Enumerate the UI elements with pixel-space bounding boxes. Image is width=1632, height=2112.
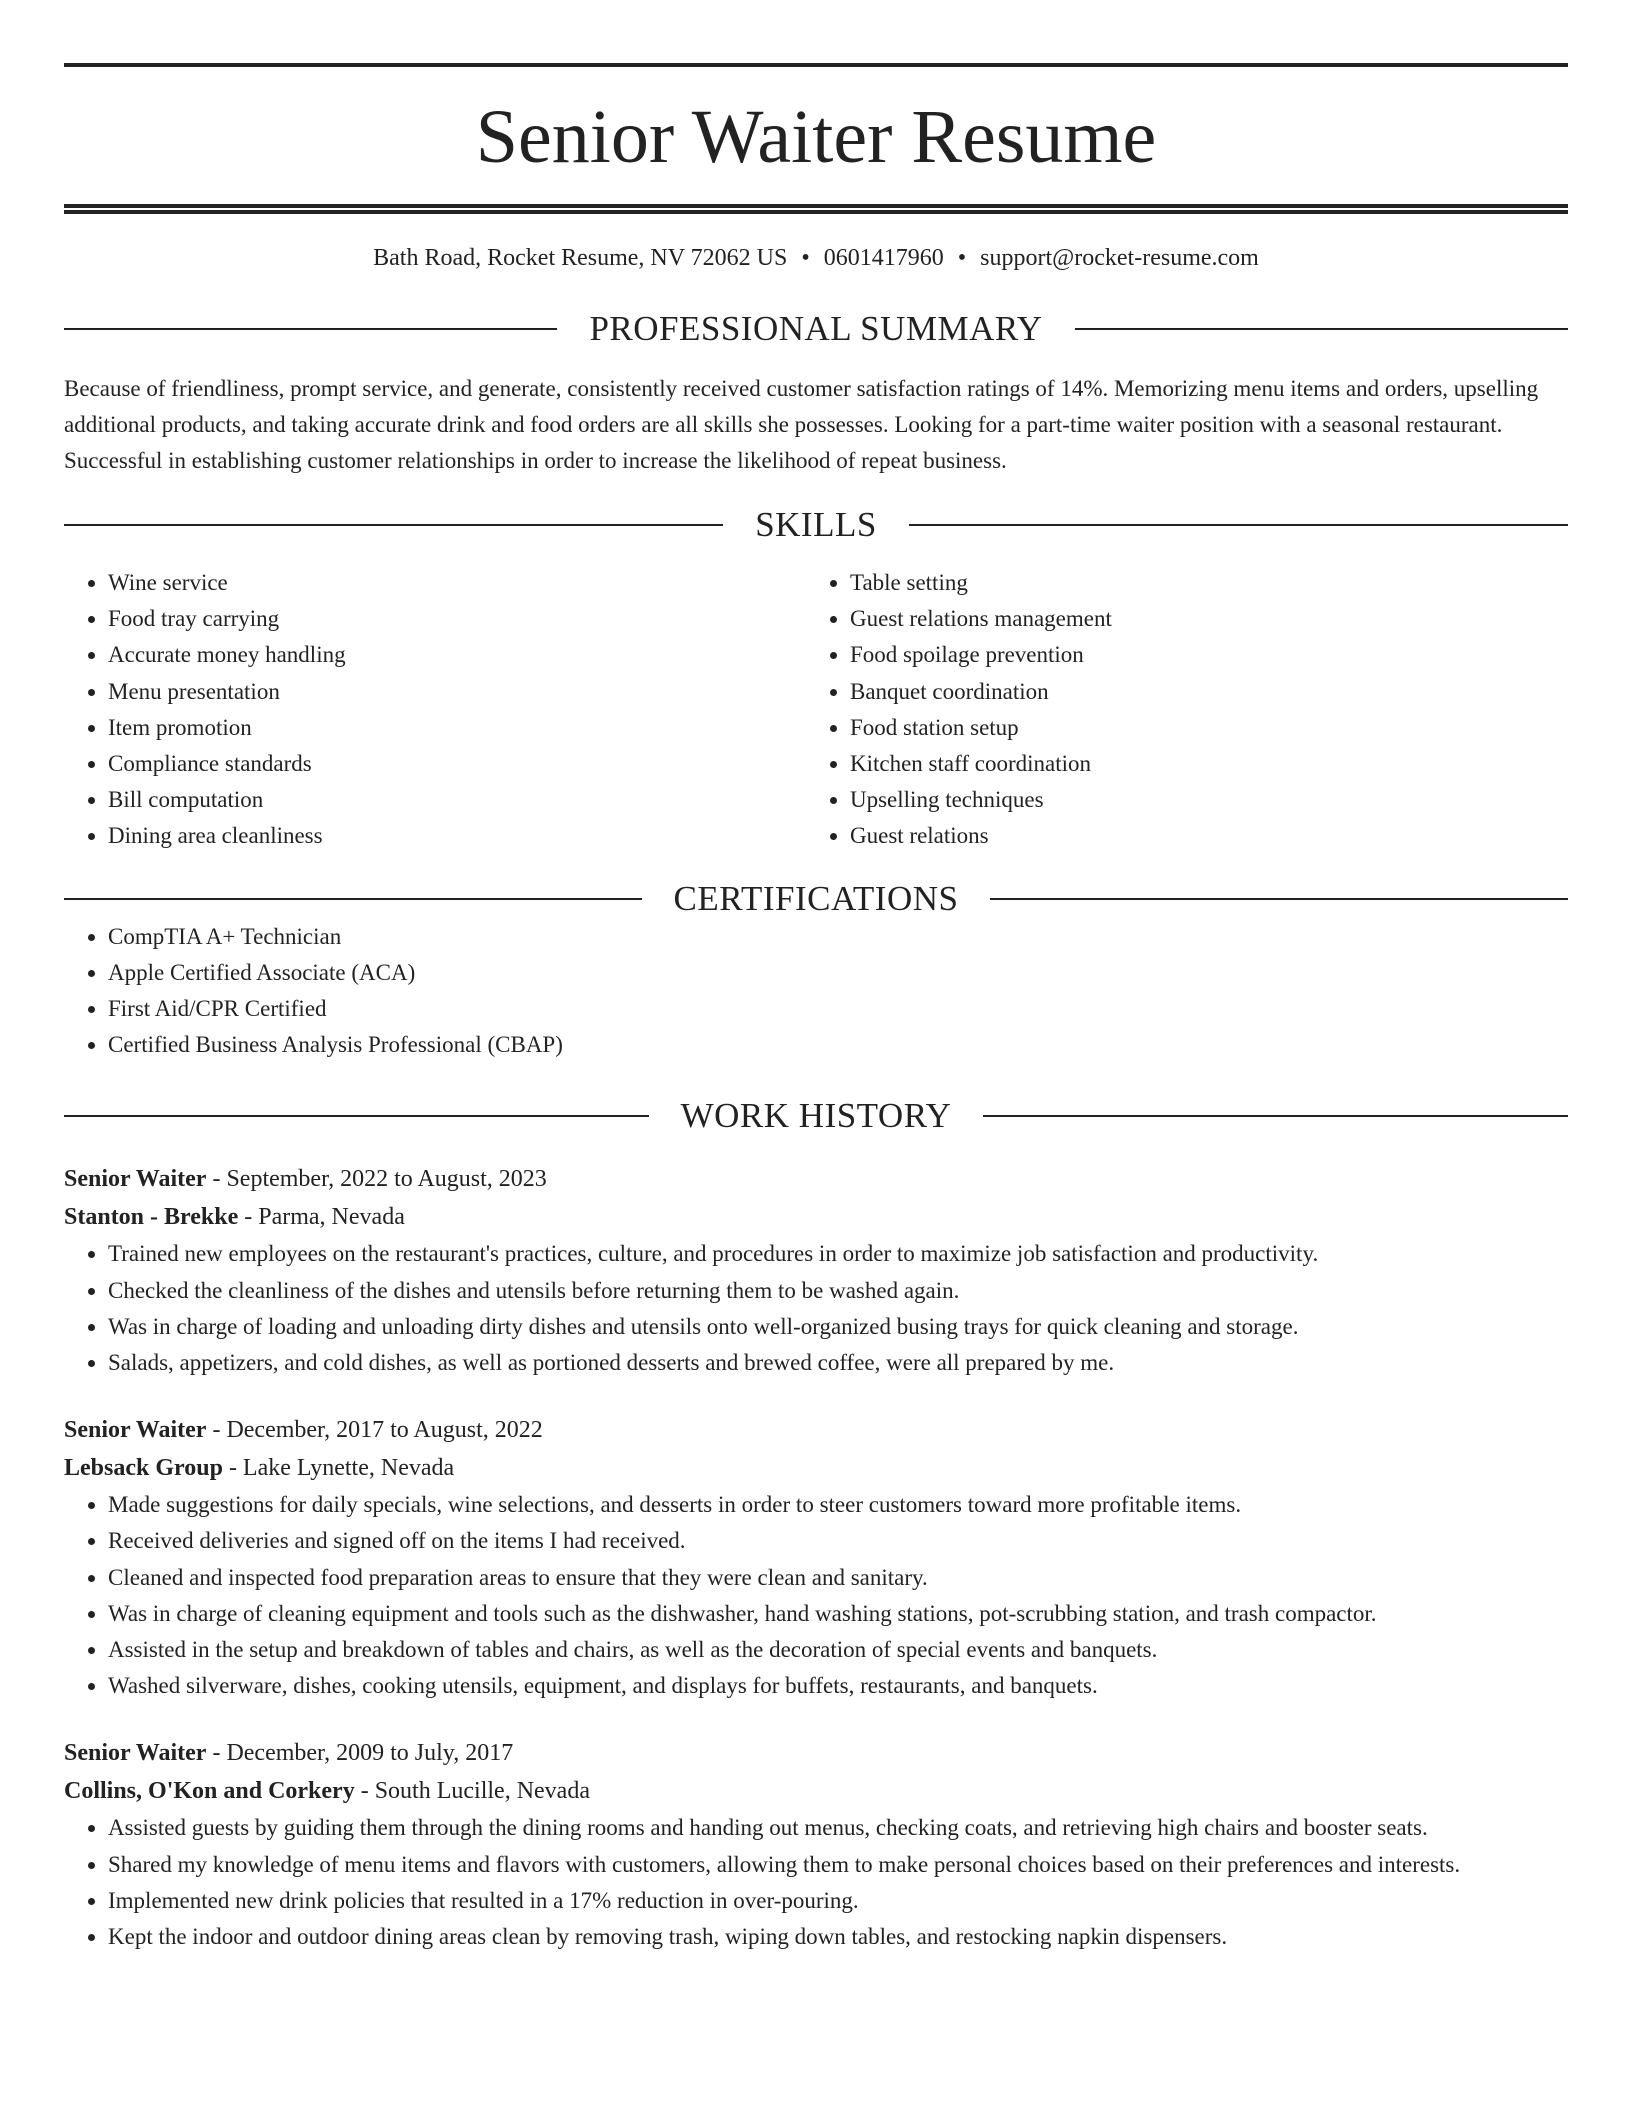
heading-rule-right — [1075, 328, 1568, 330]
skill-item: • Kitchen staff coordination — [850, 746, 1548, 782]
heading-rule-right — [990, 898, 1568, 900]
job-company-line — [64, 1772, 1568, 1810]
skill-item: • Guest relations — [850, 818, 1548, 854]
job-title-line — [64, 1411, 1568, 1449]
job-entry — [64, 1160, 1568, 1381]
job-dates: - December, 2017 to August, 2022 — [206, 1417, 543, 1444]
job-bullet: • Implemented new drink policies that resulted in a 17% reduction in over-pouring. — [108, 1883, 1568, 1919]
skill-item: • Food station setup — [850, 710, 1548, 746]
skills-column-right — [806, 565, 1548, 855]
certification-item: • Apple Certified Associate (ACA) — [108, 955, 1568, 991]
job-company: Collins, O'Kon and Corkery — [64, 1778, 355, 1805]
job-bullets — [64, 1810, 1568, 1955]
job-dates: - September, 2022 to August, 2023 — [206, 1166, 547, 1193]
job-entry — [64, 1411, 1568, 1704]
section-heading-certifications — [64, 879, 1568, 919]
heading-rule-right — [983, 1115, 1568, 1117]
job-bullet: • Was in charge of loading and unloading dirty dishes and utensils onto well-organized busing trays for quick cleaning and storage. — [108, 1309, 1568, 1345]
heading-rule-left — [64, 898, 642, 900]
heading-rule-left — [64, 1115, 649, 1117]
heading-rule-left — [64, 328, 557, 330]
section-heading-label: CERTIFICATIONS — [673, 878, 959, 918]
skill-item: • Guest relations management — [850, 601, 1548, 637]
job-dates: - December, 2009 to July, 2017 — [206, 1740, 514, 1767]
section-heading-summary — [64, 309, 1568, 349]
job-bullet: • Cleaned and inspected food preparation areas to ensure that they were clean and sanitary. — [108, 1560, 1568, 1596]
section-heading-label: SKILLS — [755, 505, 877, 544]
certification-item: • CompTIA A+ Technician — [108, 919, 1568, 955]
section-heading-label: PROFESSIONAL SUMMARY — [589, 309, 1043, 348]
contact-phone: 0601417960 — [823, 245, 944, 271]
job-bullet: • Received deliveries and signed off on the items I had received. — [108, 1523, 1568, 1559]
certification-item: • First Aid/CPR Certified — [108, 991, 1568, 1027]
job-location: - South Lucille, Nevada — [354, 1778, 590, 1805]
job-location: - Parma, Nevada — [238, 1204, 405, 1231]
heading-rule-left — [64, 524, 723, 526]
job-entry — [64, 1734, 1568, 1955]
top-rule — [64, 63, 1568, 67]
certification-item: • Certified Business Analysis Professional (CBAP) — [108, 1027, 1568, 1063]
contact-line — [64, 243, 1568, 273]
job-title-line — [64, 1734, 1568, 1772]
skill-item: • Food tray carrying — [108, 601, 806, 637]
skill-item: • Banquet coordination — [850, 674, 1548, 710]
job-bullets — [64, 1236, 1568, 1381]
job-bullet: • Made suggestions for daily specials, wine selections, and desserts in order to steer customers toward more profitable items. — [108, 1487, 1568, 1523]
skill-item: • Dining area cleanliness — [108, 818, 806, 854]
job-company: Lebsack Group — [64, 1455, 223, 1482]
job-company-line — [64, 1198, 1568, 1236]
certifications-list — [64, 919, 1568, 1064]
job-bullets — [64, 1487, 1568, 1704]
job-bullet: • Assisted guests by guiding them through the dining rooms and handing out menus, checking coats, and retrieving high chairs and booster seats. — [108, 1810, 1568, 1846]
contact-email: support@rocket-resume.com — [980, 245, 1259, 271]
contact-separator: • — [801, 245, 810, 271]
job-bullet: • Shared my knowledge of menu items and flavors with customers, allowing them to make personal choices based on their preferences and interests. — [108, 1847, 1568, 1883]
skills-grid — [64, 565, 1568, 855]
section-heading-work-history — [64, 1096, 1568, 1136]
skill-item: • Bill computation — [108, 782, 806, 818]
skills-list-right — [806, 565, 1548, 855]
job-title: Senior Waiter — [64, 1166, 207, 1193]
skill-item: • Accurate money handling — [108, 637, 806, 673]
job-bullet: • Checked the cleanliness of the dishes and utensils before returning them to be washed again. — [108, 1273, 1568, 1309]
skill-item: • Table setting — [850, 565, 1548, 601]
job-location: - Lake Lynette, Nevada — [222, 1455, 455, 1482]
resume-title: Senior Waiter Resume — [475, 95, 1157, 179]
job-bullet: • Kept the indoor and outdoor dining areas clean by removing trash, wiping down tables, and restocking napkin dispensers. — [108, 1919, 1568, 1955]
job-bullet: • Assisted in the setup and breakdown of tables and chairs, as well as the decoration of special events and banquets. — [108, 1632, 1568, 1668]
skill-item: • Item promotion — [108, 710, 806, 746]
heading-rule-right — [909, 524, 1568, 526]
job-title-line — [64, 1160, 1568, 1198]
contact-separator: • — [957, 245, 967, 271]
contact-address: Bath Road, Rocket Resume, NV 72062 US — [373, 245, 788, 271]
job-bullet: • Salads, appetizers, and cold dishes, as well as portioned desserts and brewed coffee, were all prepared by me. — [108, 1345, 1568, 1381]
skills-column-left — [64, 565, 806, 855]
section-heading-skills — [64, 505, 1568, 545]
skills-list-left — [64, 565, 806, 855]
job-bullet: • Was in charge of cleaning equipment and tools such as the dishwasher, hand washing stations, pot-scrubbing station, and trash compactor. — [108, 1596, 1568, 1632]
title-double-rule — [64, 204, 1568, 214]
skill-item: • Menu presentation — [108, 674, 806, 710]
section-heading-label: WORK HISTORY — [680, 1096, 952, 1136]
job-company-line — [64, 1449, 1568, 1487]
skill-item: • Food spoilage prevention — [850, 637, 1548, 673]
summary-text: Because of friendliness, prompt service, and generate, consistently received customer satisfaction ratings of 14%. Memorizing menu items and orders, upselling additional products, and taking accurate drink and food orders are all skills she possesses. Looking for a part-time waiter position with a seasonal restaurant. Successful in establishing customer relationships in order to increase the likelihood of repeat business. — [64, 376, 1539, 473]
skill-item: • Compliance standards — [108, 746, 806, 782]
job-bullet: • Trained new employees on the restaurant's practices, culture, and procedures in order to maximize job satisfaction and productivity. — [108, 1236, 1568, 1272]
skill-item: • Upselling techniques — [850, 782, 1548, 818]
job-bullet: • Washed silverware, dishes, cooking utensils, equipment, and displays for buffets, restaurants, and banquets. — [108, 1668, 1568, 1704]
skill-item: • Wine service — [108, 565, 806, 601]
job-title: Senior Waiter — [64, 1417, 207, 1444]
job-title: Senior Waiter — [64, 1740, 207, 1767]
job-company: Stanton - Brekke — [64, 1204, 239, 1231]
